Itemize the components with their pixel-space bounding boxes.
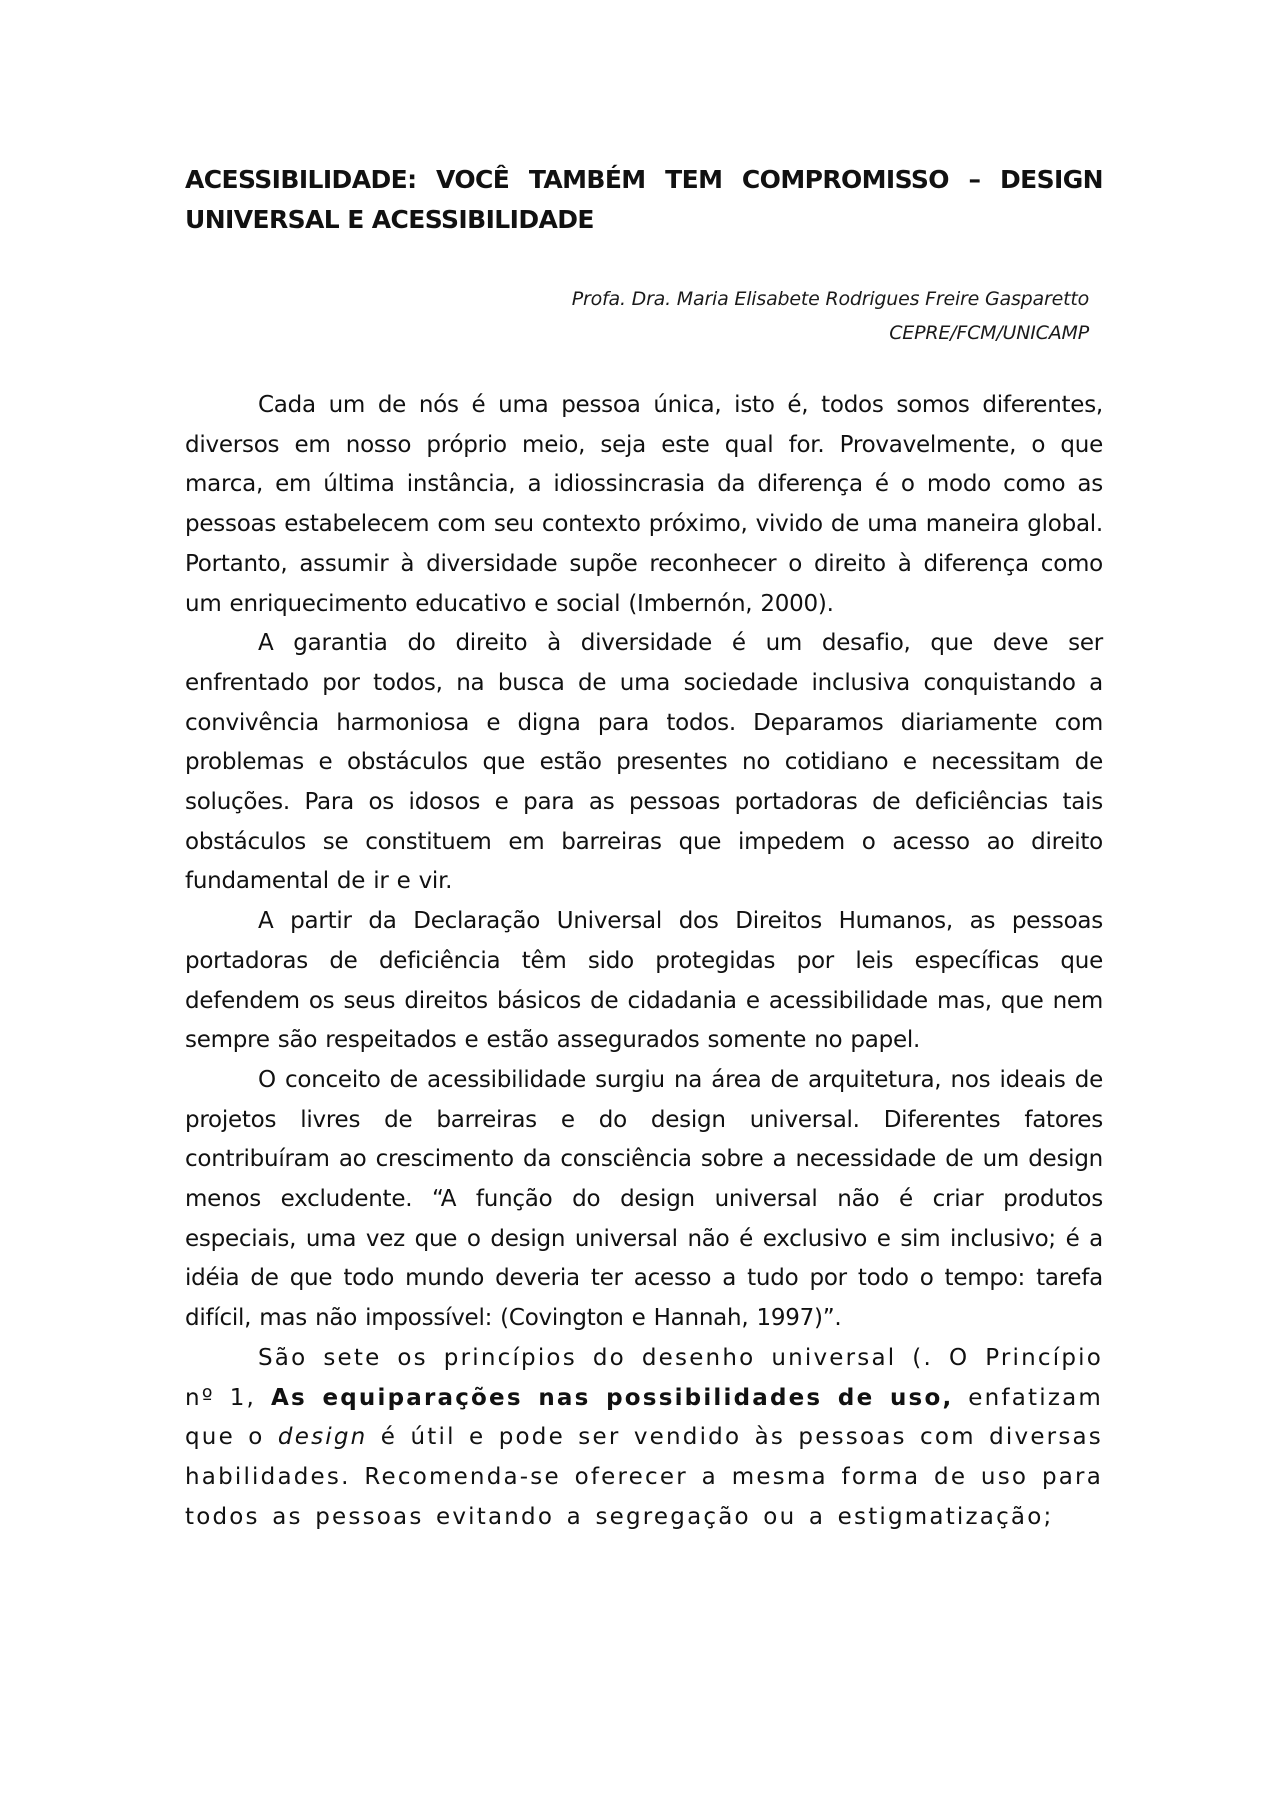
document-title: ACESSIBILIDADE: VOCÊ TAMBÉM TEM COMPROMISSO – DESIGN UNIVERSAL E ACESSIBILIDADE xyxy=(185,165,1103,234)
principle-1-bold: As equiparações nas possibilidades de uso, xyxy=(270,1384,954,1411)
design-italic: design xyxy=(277,1424,368,1451)
body-text xyxy=(185,386,1103,1537)
paragraph-2: A garantia do direito à diversidade é um desafio, que deve ser enfrentado por todos, na busca de uma sociedade inclusiva conquistando a convivência harmoniosa e digna para todos. Deparamos diariamente com problemas e obstáculos que estão presentes no cotidiano e necessitam de soluções. Para os idosos e para as pessoas portadoras de deficiências tais obstáculos se constituem em barreiras que impedem o acesso ao direito fundamental de ir e vir. xyxy=(185,630,1103,895)
author-affiliation: CEPRE/FCM/UNICAMP xyxy=(889,322,1089,344)
paragraph-5 xyxy=(185,1339,1103,1538)
paragraph-1: Cada um de nós é uma pessoa única, isto é, todos somos diferentes, diversos em nosso próprio meio, seja este qual for. Provavelmente, o que marca, em última instância, a idiossincrasia da diferença é o modo como as pessoas estabelecem com seu contexto próximo, vivido de uma maneira global. Portanto, assumir à diversidade supõe reconhecer o direito à diferença como um enriquecimento educativo e social (Imbernón, 2000). xyxy=(185,392,1103,617)
paragraph-5-text-c: é útil e pode ser vendido às pessoas com diversas habilidades. Recomenda-se oferecer a mesma forma de uso para todos as pessoas evitando a segregação ou a estigmatização; xyxy=(185,1424,1103,1530)
paragraph-5-text-a: São sete os princípios do desenho universal (. O Princípio nº 1, xyxy=(185,1344,1103,1411)
paragraph-3: A partir da Declaração Universal dos Direitos Humanos, as pessoas portadoras de deficiência têm sido protegidas por leis específicas que defendem os seus direitos básicos de cidadania e acessibilidade mas, que nem sempre são respeitados e estão assegurados somente no papel. xyxy=(185,908,1103,1054)
author-name: Profa. Dra. Maria Elisabete Rodrigues Freire Gasparetto xyxy=(571,288,1089,310)
paragraph-4: O conceito de acessibilidade surgiu na área de arquitetura, nos ideais de projetos livres de barreiras e do design universal. Diferentes fatores contribuíram ao crescimento da consciência sobre a necessidade de um design menos excludente. “A função do design universal não é criar produtos especiais, uma vez que o design universal não é exclusivo e sim inclusivo; é a idéia de que todo mundo deveria ter acesso a tudo por todo o tempo: tarefa difícil, mas não impossível: (Covington e Hannah, 1997)”. xyxy=(185,1066,1103,1332)
author-block xyxy=(572,282,1089,350)
paragraph-5-text-b: enfatizam que o xyxy=(185,1384,1103,1451)
